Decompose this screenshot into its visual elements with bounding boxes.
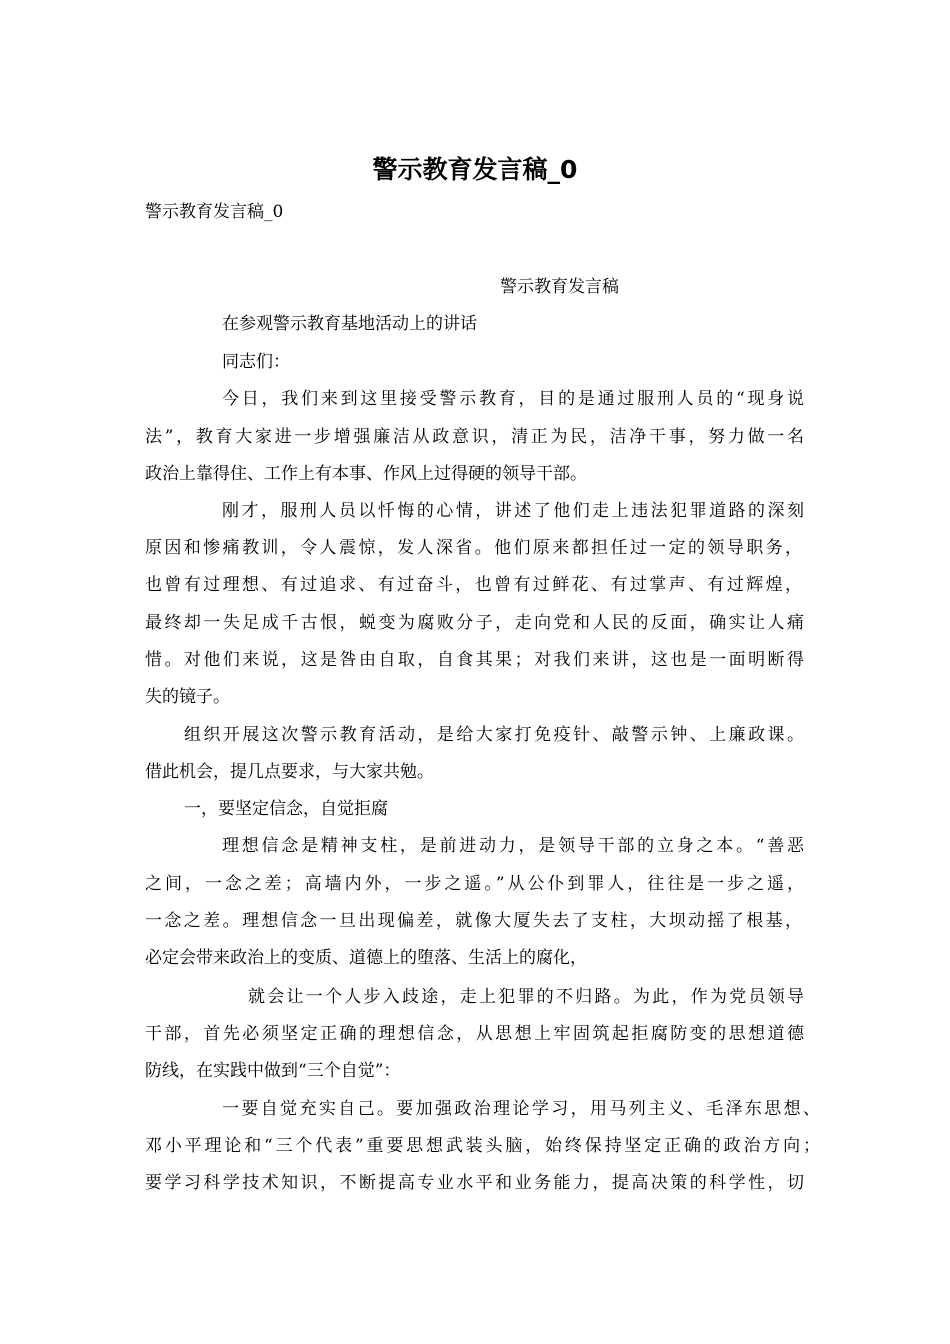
speech-occasion: 在参观警示教育基地活动上的讲话 <box>222 314 477 334</box>
paragraph-1-line-3: 政治上靠得住、工作上有本事、作风上过得硬的领导干部。 <box>145 464 587 484</box>
paragraph-4-line-1: 理想信念是精神支柱，是前进动力，是领导干部的立身之本。“善恶 <box>222 836 804 856</box>
paragraph-4-line-2: 之间，一念之差；高墙内外，一步之遥。”从公仆到罪人，往往是一步之遥， <box>145 874 804 894</box>
paragraph-2-line-3: 也曾有过理想、有过追求、有过奋斗，也曾有过鲜花、有过掌声、有过辉煌， <box>145 575 802 595</box>
paragraph-3-line-2: 借此机会，提几点要求，与大家共勉。 <box>145 762 434 782</box>
paragraph-2-line-1: 刚才，服刑人员以忏悔的心情，讲述了他们走上违法犯罪道路的深刻 <box>222 501 804 521</box>
paragraph-1-line-1: 今日，我们来到这里接受警示教育，目的是通过服刑人员的“现身说 <box>222 389 804 409</box>
document-title: 警示教育发言稿_0 <box>372 155 578 184</box>
paragraph-6-line-2: 邓小平理论和“三个代表”重要思想武装头脑，始终保持坚定正确的政治方向； <box>145 1136 820 1156</box>
paragraph-2-line-6: 失的镜子。 <box>145 687 230 707</box>
paragraph-5-line-1: 就会让一个人步入歧途，走上犯罪的不归路。为此，作为党员领导 <box>248 987 804 1007</box>
section-heading-1: 一，要坚定信念，自觉拒腐 <box>184 799 388 819</box>
paragraph-1-line-2: 法”，教育大家进一步增强廉洁从政意识，清正为民，洁净干事，努力做一名 <box>145 427 804 447</box>
paragraph-6-line-1: 一要自觉充实自己。要加强政治理论学习，用马列主义、毛泽东思想、 <box>222 1099 820 1119</box>
paragraph-4-line-4: 必定会带来政治上的变质、道德上的堕落、生活上的腐化， <box>145 948 587 968</box>
paragraph-2-line-4: 最终却一失足成千古恨，蜕变为腐败分子，走向党和人民的反面，确实让人痛 <box>145 613 804 633</box>
paragraph-4-line-3: 一念之差。理想信念一旦出现偏差，就像大厦失去了支柱，大坝动摇了根基， <box>145 911 802 931</box>
document-subtitle: 警示教育发言稿_0 <box>145 202 284 222</box>
paragraph-6-line-3: 要学习科学技术知识，不断提高专业水平和业务能力，提高决策的科学性，切 <box>145 1173 804 1193</box>
paragraph-3-line-1: 组织开展这次警示教育活动，是给大家打免疫针、敲警示钟、上廉政课。 <box>184 725 804 745</box>
paragraph-5-line-3: 防线，在实践中做到“三个自觉”： <box>145 1061 401 1081</box>
salutation: 同志们： <box>222 352 290 372</box>
paragraph-2-line-5: 惜。对他们来说，这是咎由自取，自食其果；对我们来讲，这也是一面明断得 <box>145 650 804 670</box>
paragraph-2-line-2: 原因和惨痛教训，令人震惊，发人深省。他们原来都担任过一定的领导职务， <box>145 538 802 558</box>
speech-heading: 警示教育发言稿 <box>500 277 619 297</box>
paragraph-5-line-2: 干部，首先必须坚定正确的理想信念，从思想上牢固筑起拒腐防变的思想道德 <box>145 1024 804 1044</box>
